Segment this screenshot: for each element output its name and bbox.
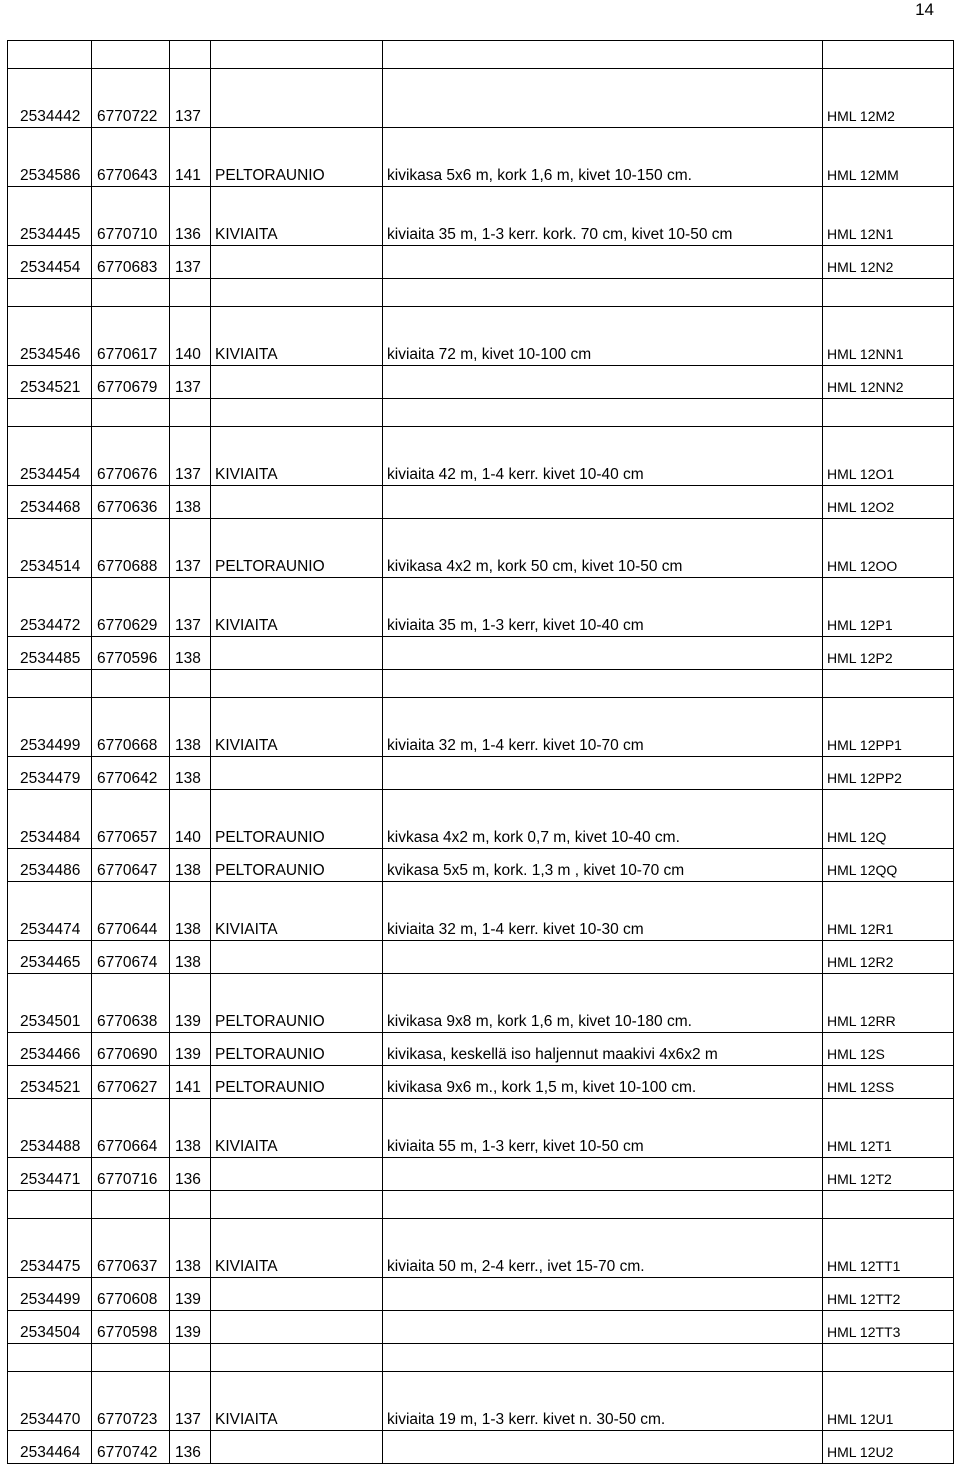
cell-coord: 6770679 (92, 366, 170, 399)
cell-type: PELTORAUNIO (211, 790, 383, 849)
cell-type: PELTORAUNIO (211, 1066, 383, 1099)
cell-description (383, 366, 823, 399)
cell-type: KIVIAITA (211, 187, 383, 246)
table-row-blank (8, 1191, 954, 1219)
cell-coord (92, 41, 170, 69)
cell-type (211, 486, 383, 519)
cell-description (383, 69, 823, 128)
cell-coord: 6770596 (92, 637, 170, 670)
cell-type: PELTORAUNIO (211, 519, 383, 578)
cell-code: HML 12TT3 (823, 1311, 954, 1344)
cell-type: KIVIAITA (211, 1372, 383, 1431)
cell-type: PELTORAUNIO (211, 1033, 383, 1066)
cell-type: KIVIAITA (211, 578, 383, 637)
cell-num (170, 1191, 211, 1219)
cell-id: 2534465 (8, 941, 92, 974)
cell-num: 139 (170, 1033, 211, 1066)
cell-description: kiviaita 72 m, kivet 10-100 cm (383, 307, 823, 366)
cell-description (383, 246, 823, 279)
cell-num: 138 (170, 941, 211, 974)
cell-type: KIVIAITA (211, 1099, 383, 1158)
cell-id: 2534479 (8, 757, 92, 790)
cell-coord: 6770664 (92, 1099, 170, 1158)
cell-coord: 6770627 (92, 1066, 170, 1099)
cell-num: 137 (170, 69, 211, 128)
cell-description: kvikasa 5x5 m, kork. 1,3 m , kivet 10-70 cm (383, 849, 823, 882)
cell-num: 138 (170, 1099, 211, 1158)
cell-code: HML 12U1 (823, 1372, 954, 1431)
cell-type (211, 1431, 383, 1464)
cell-num: 138 (170, 637, 211, 670)
cell-num (170, 279, 211, 307)
table-row-blank (8, 279, 954, 307)
cell-coord: 6770690 (92, 1033, 170, 1066)
table-row (8, 790, 954, 849)
cell-coord: 6770722 (92, 69, 170, 128)
table-body (8, 41, 954, 1464)
cell-id: 2534501 (8, 974, 92, 1033)
cell-id: 2534468 (8, 486, 92, 519)
cell-id: 2534445 (8, 187, 92, 246)
cell-code: HML 12P1 (823, 578, 954, 637)
cell-code: HML 12T2 (823, 1158, 954, 1191)
cell-num: 138 (170, 757, 211, 790)
cell-code: HML 12QQ (823, 849, 954, 882)
cell-type (211, 41, 383, 69)
cell-code: HML 12NN1 (823, 307, 954, 366)
table-row (8, 1099, 954, 1158)
cell-description: kivkasa 4x2 m, kork 0,7 m, kivet 10-40 cm. (383, 790, 823, 849)
cell-num: 137 (170, 366, 211, 399)
cell-code (823, 1344, 954, 1372)
cell-code: HML 12Q (823, 790, 954, 849)
cell-id: 2534470 (8, 1372, 92, 1431)
cell-description: kiviaita 32 m, 1-4 kerr. kivet 10-70 cm (383, 698, 823, 757)
cell-description (383, 1431, 823, 1464)
cell-coord: 6770742 (92, 1431, 170, 1464)
cell-num (170, 1344, 211, 1372)
table-row-blank (8, 41, 954, 69)
table-row (8, 187, 954, 246)
cell-coord (92, 399, 170, 427)
cell-coord: 6770716 (92, 1158, 170, 1191)
table-row (8, 307, 954, 366)
table-row (8, 1431, 954, 1464)
cell-id: 2534466 (8, 1033, 92, 1066)
cell-type (211, 69, 383, 128)
cell-code: HML 12TT2 (823, 1278, 954, 1311)
table-row (8, 1372, 954, 1431)
cell-coord: 6770617 (92, 307, 170, 366)
table-row (8, 849, 954, 882)
cell-code (823, 399, 954, 427)
cell-type (211, 1191, 383, 1219)
table-row (8, 974, 954, 1033)
cell-id (8, 670, 92, 698)
table-row-blank (8, 399, 954, 427)
cell-coord: 6770647 (92, 849, 170, 882)
cell-id: 2534471 (8, 1158, 92, 1191)
cell-code: HML 12N2 (823, 246, 954, 279)
table-row (8, 69, 954, 128)
cell-code: HML 12RR (823, 974, 954, 1033)
cell-code: HML 12P2 (823, 637, 954, 670)
cell-description: kiviaita 42 m, 1-4 kerr. kivet 10-40 cm (383, 427, 823, 486)
cell-id: 2534474 (8, 882, 92, 941)
cell-description (383, 670, 823, 698)
data-table (7, 40, 954, 1464)
cell-num: 139 (170, 1278, 211, 1311)
cell-id: 2534475 (8, 1219, 92, 1278)
cell-type (211, 246, 383, 279)
cell-coord: 6770637 (92, 1219, 170, 1278)
cell-type: PELTORAUNIO (211, 974, 383, 1033)
cell-description: kiviaita 35 m, 1-3 kerr. kork. 70 cm, kivet 10-50 cm (383, 187, 823, 246)
cell-coord: 6770598 (92, 1311, 170, 1344)
cell-coord: 6770676 (92, 427, 170, 486)
cell-code (823, 279, 954, 307)
cell-num: 137 (170, 427, 211, 486)
cell-description (383, 637, 823, 670)
cell-type (211, 637, 383, 670)
cell-id: 2534546 (8, 307, 92, 366)
cell-type (211, 1311, 383, 1344)
table-row (8, 1033, 954, 1066)
cell-num: 141 (170, 1066, 211, 1099)
cell-coord (92, 670, 170, 698)
cell-id: 2534486 (8, 849, 92, 882)
cell-description: kiviaita 55 m, 1-3 kerr, kivet 10-50 cm (383, 1099, 823, 1158)
cell-code: HML 12MM (823, 128, 954, 187)
cell-code: HML 12R1 (823, 882, 954, 941)
table-row (8, 1219, 954, 1278)
cell-num: 137 (170, 1372, 211, 1431)
table-row (8, 698, 954, 757)
cell-coord: 6770608 (92, 1278, 170, 1311)
cell-num: 136 (170, 1431, 211, 1464)
table-row-blank (8, 1344, 954, 1372)
cell-num: 136 (170, 187, 211, 246)
table-row (8, 757, 954, 790)
table-row (8, 366, 954, 399)
table-row (8, 427, 954, 486)
table-row (8, 519, 954, 578)
cell-coord: 6770643 (92, 128, 170, 187)
cell-id: 2534485 (8, 637, 92, 670)
cell-coord (92, 1191, 170, 1219)
table-row (8, 882, 954, 941)
cell-description: kiviaita 19 m, 1-3 kerr. kivet n. 30-50 cm. (383, 1372, 823, 1431)
cell-description (383, 941, 823, 974)
cell-code: HML 12R2 (823, 941, 954, 974)
cell-description (383, 1278, 823, 1311)
cell-id (8, 399, 92, 427)
table-row (8, 128, 954, 187)
cell-description: kivikasa 5x6 m, kork 1,6 m, kivet 10-150 cm. (383, 128, 823, 187)
cell-id: 2534454 (8, 427, 92, 486)
cell-coord: 6770723 (92, 1372, 170, 1431)
cell-num: 138 (170, 849, 211, 882)
cell-coord: 6770644 (92, 882, 170, 941)
cell-code (823, 1191, 954, 1219)
cell-coord: 6770674 (92, 941, 170, 974)
cell-type (211, 1344, 383, 1372)
cell-description (383, 279, 823, 307)
cell-num (170, 670, 211, 698)
cell-type: PELTORAUNIO (211, 849, 383, 882)
table-row (8, 637, 954, 670)
cell-num (170, 41, 211, 69)
cell-num: 138 (170, 698, 211, 757)
table-row (8, 1311, 954, 1344)
cell-code: HML 12TT1 (823, 1219, 954, 1278)
cell-code (823, 41, 954, 69)
cell-type: KIVIAITA (211, 698, 383, 757)
cell-code: HML 12PP1 (823, 698, 954, 757)
cell-id: 2534521 (8, 366, 92, 399)
cell-type (211, 757, 383, 790)
cell-id (8, 279, 92, 307)
cell-id (8, 1191, 92, 1219)
cell-num: 137 (170, 246, 211, 279)
cell-code: HML 12PP2 (823, 757, 954, 790)
cell-code: HML 12T1 (823, 1099, 954, 1158)
cell-num: 138 (170, 486, 211, 519)
cell-code: HML 12S (823, 1033, 954, 1066)
cell-coord: 6770710 (92, 187, 170, 246)
cell-type: KIVIAITA (211, 1219, 383, 1278)
cell-id: 2534504 (8, 1311, 92, 1344)
cell-code (823, 670, 954, 698)
cell-coord (92, 279, 170, 307)
cell-description: kivikasa 9x6 m., kork 1,5 m, kivet 10-100 cm. (383, 1066, 823, 1099)
cell-coord: 6770688 (92, 519, 170, 578)
cell-type: PELTORAUNIO (211, 128, 383, 187)
table-row (8, 941, 954, 974)
cell-num: 139 (170, 974, 211, 1033)
cell-type (211, 366, 383, 399)
cell-description (383, 1311, 823, 1344)
cell-id: 2534472 (8, 578, 92, 637)
cell-id: 2534488 (8, 1099, 92, 1158)
table-row (8, 486, 954, 519)
cell-description (383, 757, 823, 790)
cell-description (383, 1344, 823, 1372)
cell-id: 2534514 (8, 519, 92, 578)
cell-description (383, 486, 823, 519)
cell-coord: 6770642 (92, 757, 170, 790)
cell-coord: 6770657 (92, 790, 170, 849)
cell-type (211, 279, 383, 307)
cell-type (211, 670, 383, 698)
table-row (8, 1066, 954, 1099)
table-row (8, 1158, 954, 1191)
cell-type: KIVIAITA (211, 882, 383, 941)
cell-num: 136 (170, 1158, 211, 1191)
cell-id: 2534454 (8, 246, 92, 279)
cell-code: HML 12SS (823, 1066, 954, 1099)
cell-num: 137 (170, 519, 211, 578)
cell-id: 2534442 (8, 69, 92, 128)
table-row (8, 246, 954, 279)
cell-code: HML 12O2 (823, 486, 954, 519)
page-number: 14 (915, 0, 934, 19)
cell-num: 140 (170, 790, 211, 849)
cell-id: 2534499 (8, 1278, 92, 1311)
cell-id: 2534464 (8, 1431, 92, 1464)
cell-id (8, 41, 92, 69)
cell-coord: 6770629 (92, 578, 170, 637)
table-row-blank (8, 670, 954, 698)
cell-num: 137 (170, 578, 211, 637)
cell-code: HML 12O1 (823, 427, 954, 486)
cell-coord: 6770683 (92, 246, 170, 279)
cell-description (383, 1191, 823, 1219)
cell-description: kivikasa 9x8 m, kork 1,6 m, kivet 10-180 cm. (383, 974, 823, 1033)
cell-id: 2534499 (8, 698, 92, 757)
cell-type (211, 941, 383, 974)
cell-type (211, 399, 383, 427)
cell-description: kiviaita 32 m, 1-4 kerr. kivet 10-30 cm (383, 882, 823, 941)
cell-id: 2534484 (8, 790, 92, 849)
cell-num: 138 (170, 1219, 211, 1278)
cell-id (8, 1344, 92, 1372)
cell-id: 2534521 (8, 1066, 92, 1099)
cell-code: HML 12NN2 (823, 366, 954, 399)
cell-description (383, 41, 823, 69)
cell-coord: 6770638 (92, 974, 170, 1033)
table-row (8, 578, 954, 637)
cell-type (211, 1278, 383, 1311)
table-row (8, 1278, 954, 1311)
cell-description: kiviaita 35 m, 1-3 kerr, kivet 10-40 cm (383, 578, 823, 637)
cell-coord (92, 1344, 170, 1372)
cell-description (383, 399, 823, 427)
cell-description: kiviaita 50 m, 2-4 kerr., ivet 15-70 cm. (383, 1219, 823, 1278)
cell-code: HML 12N1 (823, 187, 954, 246)
cell-code: HML 12OO (823, 519, 954, 578)
cell-code: HML 12M2 (823, 69, 954, 128)
cell-num: 138 (170, 882, 211, 941)
cell-num: 140 (170, 307, 211, 366)
cell-num (170, 399, 211, 427)
cell-type: KIVIAITA (211, 307, 383, 366)
cell-id: 2534586 (8, 128, 92, 187)
cell-num: 141 (170, 128, 211, 187)
cell-description: kivikasa 4x2 m, kork 50 cm, kivet 10-50 cm (383, 519, 823, 578)
cell-description (383, 1158, 823, 1191)
cell-coord: 6770668 (92, 698, 170, 757)
cell-coord: 6770636 (92, 486, 170, 519)
cell-type (211, 1158, 383, 1191)
cell-description: kivikasa, keskellä iso haljennut maakivi 4x6x2 m (383, 1033, 823, 1066)
cell-type: KIVIAITA (211, 427, 383, 486)
cell-code: HML 12U2 (823, 1431, 954, 1464)
cell-num: 139 (170, 1311, 211, 1344)
